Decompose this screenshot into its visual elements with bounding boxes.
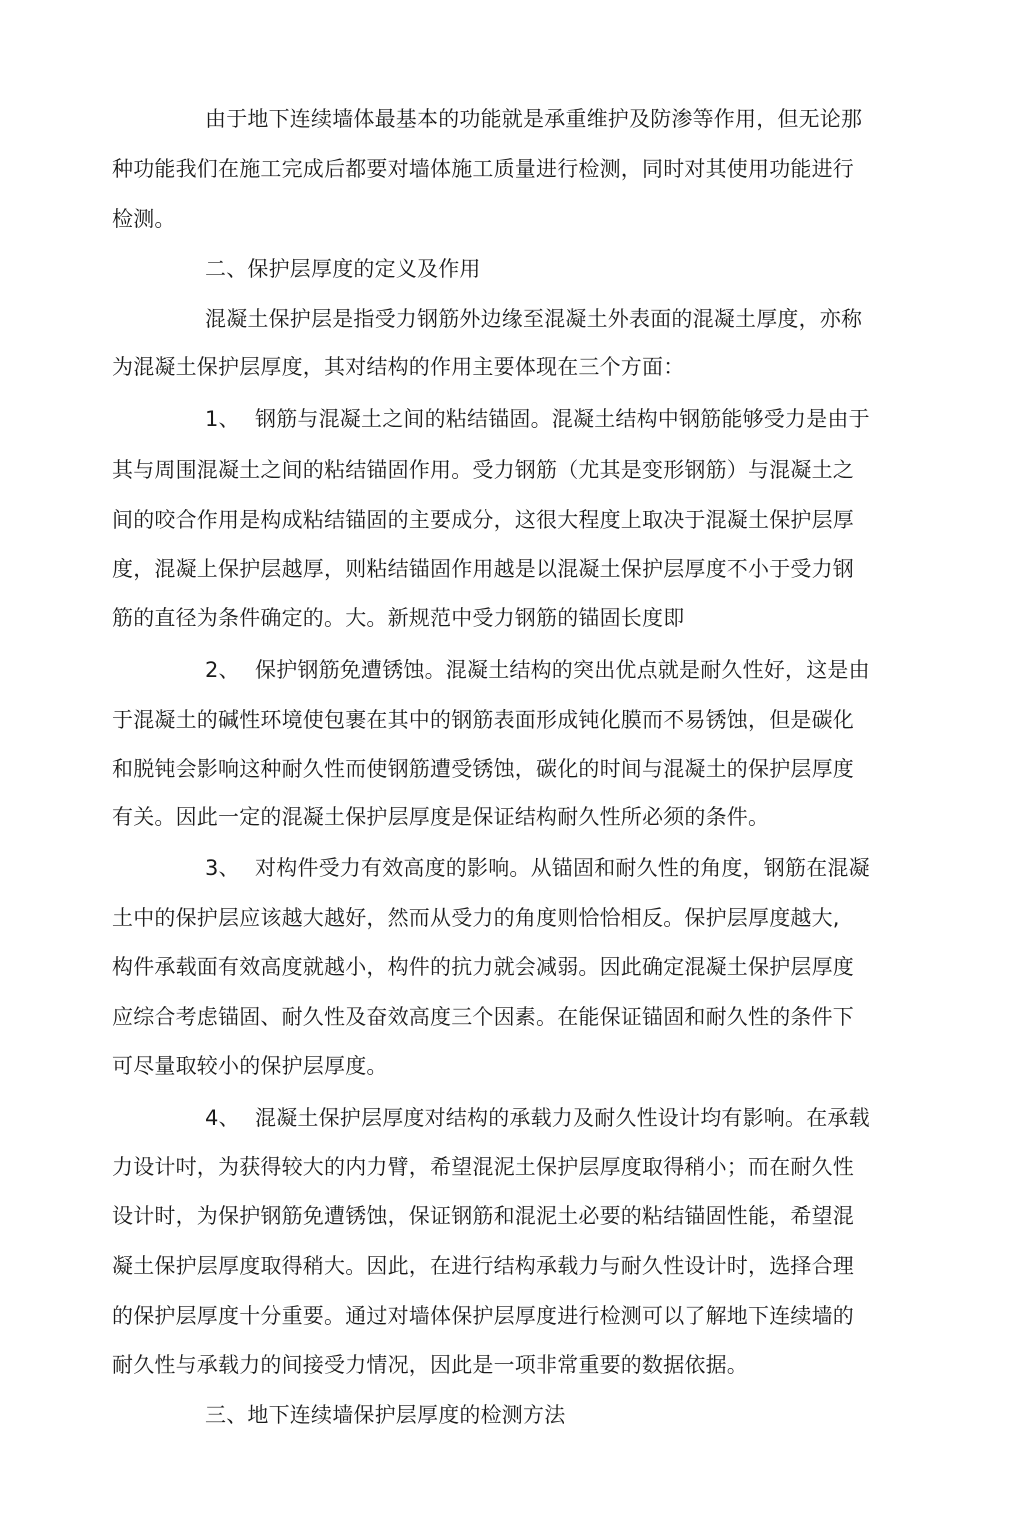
section-heading: 二、保护层厚度的定义及作用 <box>205 257 481 281</box>
list-item-4 <box>205 1103 870 1133</box>
paragraph-line: 于混凝土的碱性环境使包裹在其中的钢筋表面形成钝化膜而不易锈蚀，但是碳化 <box>112 708 854 732</box>
section-heading: 三、地下连续墙保护层厚度的检测方法 <box>205 1403 566 1427</box>
paragraph-line: 混凝土保护层是指受力钢筋外边缘至混凝土外表面的混凝土厚度，亦称 <box>205 307 863 331</box>
list-item-1 <box>205 404 870 434</box>
paragraph-line: 耐久性与承载力的间接受力情况，因此是一项非常重要的数据依据。 <box>112 1353 748 1377</box>
paragraph-line: 的保护层厚度十分重要。通过对墙体保护层厚度进行检测可以了解地下连续墙的 <box>112 1304 854 1328</box>
paragraph-line: 有关。因此一定的混凝土保护层厚度是保证结构耐久性所必须的条件。 <box>112 805 770 829</box>
paragraph-line: 设计时，为保护钢筋免遭锈蚀，保证钢筋和混泥土必要的粘结锚固性能，希望混 <box>112 1204 854 1228</box>
list-number: 3、 <box>205 856 240 880</box>
paragraph-line: 力设计吋，为获得较大的内力臂，希望混泥土保护层厚度取得稍小；而在耐久性 <box>112 1155 854 1179</box>
paragraph-line: 凝土保护层厚度取得稍大。因此，在进行结构承载力与耐久性设计时，选择合理 <box>112 1254 854 1278</box>
list-item-text: 对构件受力有效高度的影响。从锚固和耐久性的角度，钢筋在混凝 <box>255 856 870 880</box>
paragraph-line: 应综合考虑锚固、耐久性及奋效高度三个因素。在能保证锚固和耐久性的条件下 <box>112 1005 854 1029</box>
paragraph-line: 检测。 <box>112 207 176 231</box>
paragraph-line: 构件承载面有效高度就越小，构件的抗力就会减弱。因此确定混凝土保护层厚度 <box>112 955 854 979</box>
paragraph-line: 可尽量取较小的保护层厚度。 <box>112 1054 388 1078</box>
list-number: 1、 <box>205 407 240 431</box>
paragraph-line: 度，混凝上保护层越厚，则粘结锚固作用越是以混凝土保护层厚度不小于受力钢 <box>112 557 854 581</box>
paragraph-line: 筋的直径为条件确定的。大。新规范中受力钢筋的锚固长度即 <box>112 606 685 630</box>
list-number: 2、 <box>205 658 240 682</box>
list-item-text: 钢筋与混凝土之间的粘结锚固。混凝土结构中钢筋能够受力是由于 <box>255 407 870 431</box>
paragraph-line: 间的咬合作用是构成粘结锚固的主要成分，这很大程度上取决于混凝土保护层厚 <box>112 508 854 532</box>
paragraph-line: 由于地下连续墙体最基本的功能就是承重维护及防渗等作用，但无论那 <box>205 107 863 131</box>
list-item-3 <box>205 853 870 883</box>
list-number: 4、 <box>205 1106 240 1130</box>
list-item-text: 保护钢筋免遭锈蚀。混凝土结构的突出优点就是耐久性好，这是由 <box>255 658 870 682</box>
paragraph-line: 为混凝土保护层厚度，其对结构的作用主要体现在三个方面： <box>112 355 685 379</box>
list-item-text: 混凝土保护层厚度对结构的承载力及耐久性设计均有影响。在承载 <box>255 1106 870 1130</box>
paragraph-line: 种功能我们在施工完成后都要对墙体施工质量进行检测，同时对其使用功能进行 <box>112 157 854 181</box>
paragraph-line: 土中的保护层应该越大越好，然而从受力的角度则恰恰相反。保护层厚度越大, <box>112 906 840 930</box>
paragraph-line: 和脱钝会影响这种耐久性而使钢筋遭受锈蚀，碳化的时间与混凝土的保护层厚度 <box>112 757 854 781</box>
paragraph-line: 其与周围混凝土之间的粘结锚固作用。受力钢筋（尤其是变形钢筋）与混凝土之 <box>112 458 854 482</box>
list-item-2 <box>205 655 870 685</box>
